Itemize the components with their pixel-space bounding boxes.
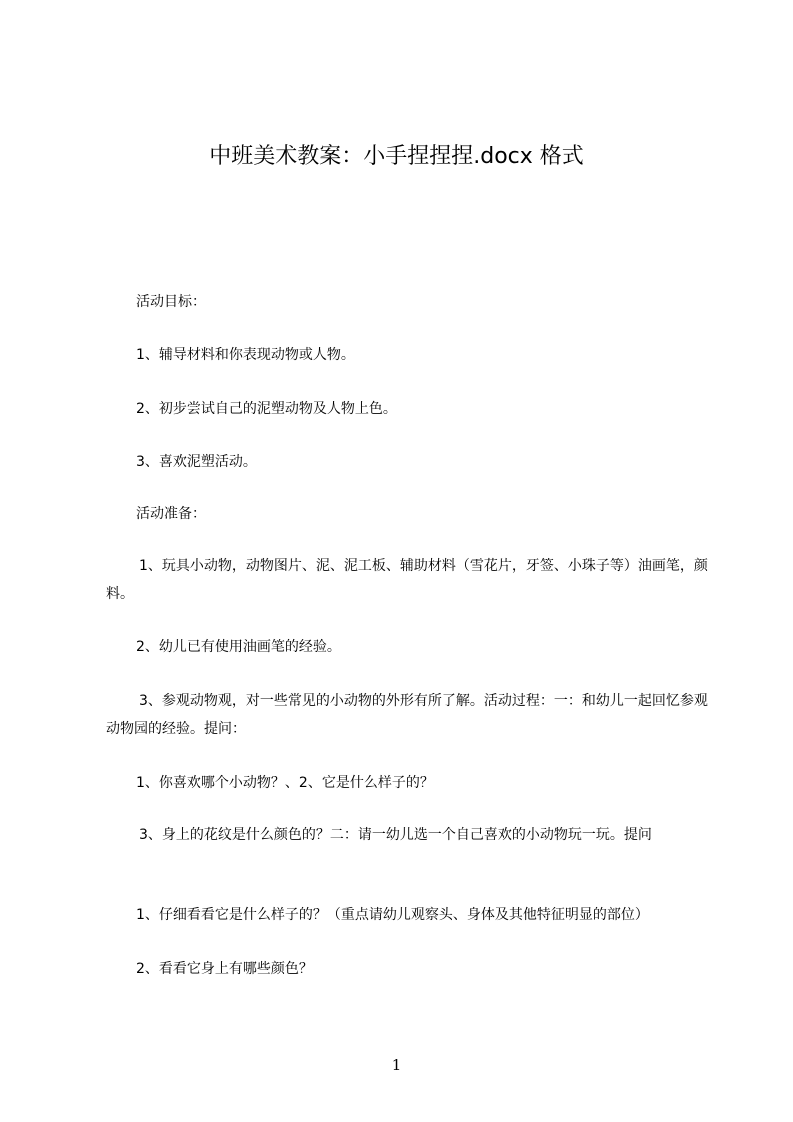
- paragraph-activity-goals-heading: 活动目标：: [136, 294, 206, 310]
- paragraph-preparation-heading: 活动准备：: [136, 506, 206, 522]
- paragraph-question-1: 1、你喜欢哪个小动物？、2、它是什么样子的？: [136, 775, 434, 791]
- paragraph-question-3: 3、身上的花纹是什么颜色的？二：请一幼儿选一个自己喜欢的小动物玩一玩。提问: [139, 827, 652, 843]
- paragraph-preparation-2: 2、幼儿已有使用油画笔的经验。: [136, 639, 341, 655]
- page-number: 1: [391, 1056, 402, 1074]
- paragraph-goal-2: 2、初步尝试自己的泥塑动物及人物上色。: [136, 401, 397, 417]
- paragraph-goal-1: 1、辅导材料和你表现动物或人物。: [136, 347, 355, 363]
- paragraph-observe-1: 1、仔细看看它是什么样子的？（重点请幼儿观察头、身体及其他特征明显的部位）: [136, 907, 649, 923]
- paragraph-observe-2: 2、看看它身上有哪些颜色？: [136, 961, 313, 977]
- paragraph-preparation-1: 1、玩具小动物，动物图片、泥、泥工板、辅助材料（雪花片，牙签、小珠子等）油画笔，颜料。: [106, 558, 708, 602]
- paragraph-preparation-3: 3、参观动物观，对一些常见的小动物的外形有所了解。活动过程：一：和幼儿一起回忆参观动物园的经验。提问：: [106, 693, 708, 737]
- document-title: 中班美术教案：小手捏捏捏.docx 格式: [209, 144, 584, 169]
- paragraph-goal-3: 3、喜欢泥塑活动。: [136, 454, 257, 470]
